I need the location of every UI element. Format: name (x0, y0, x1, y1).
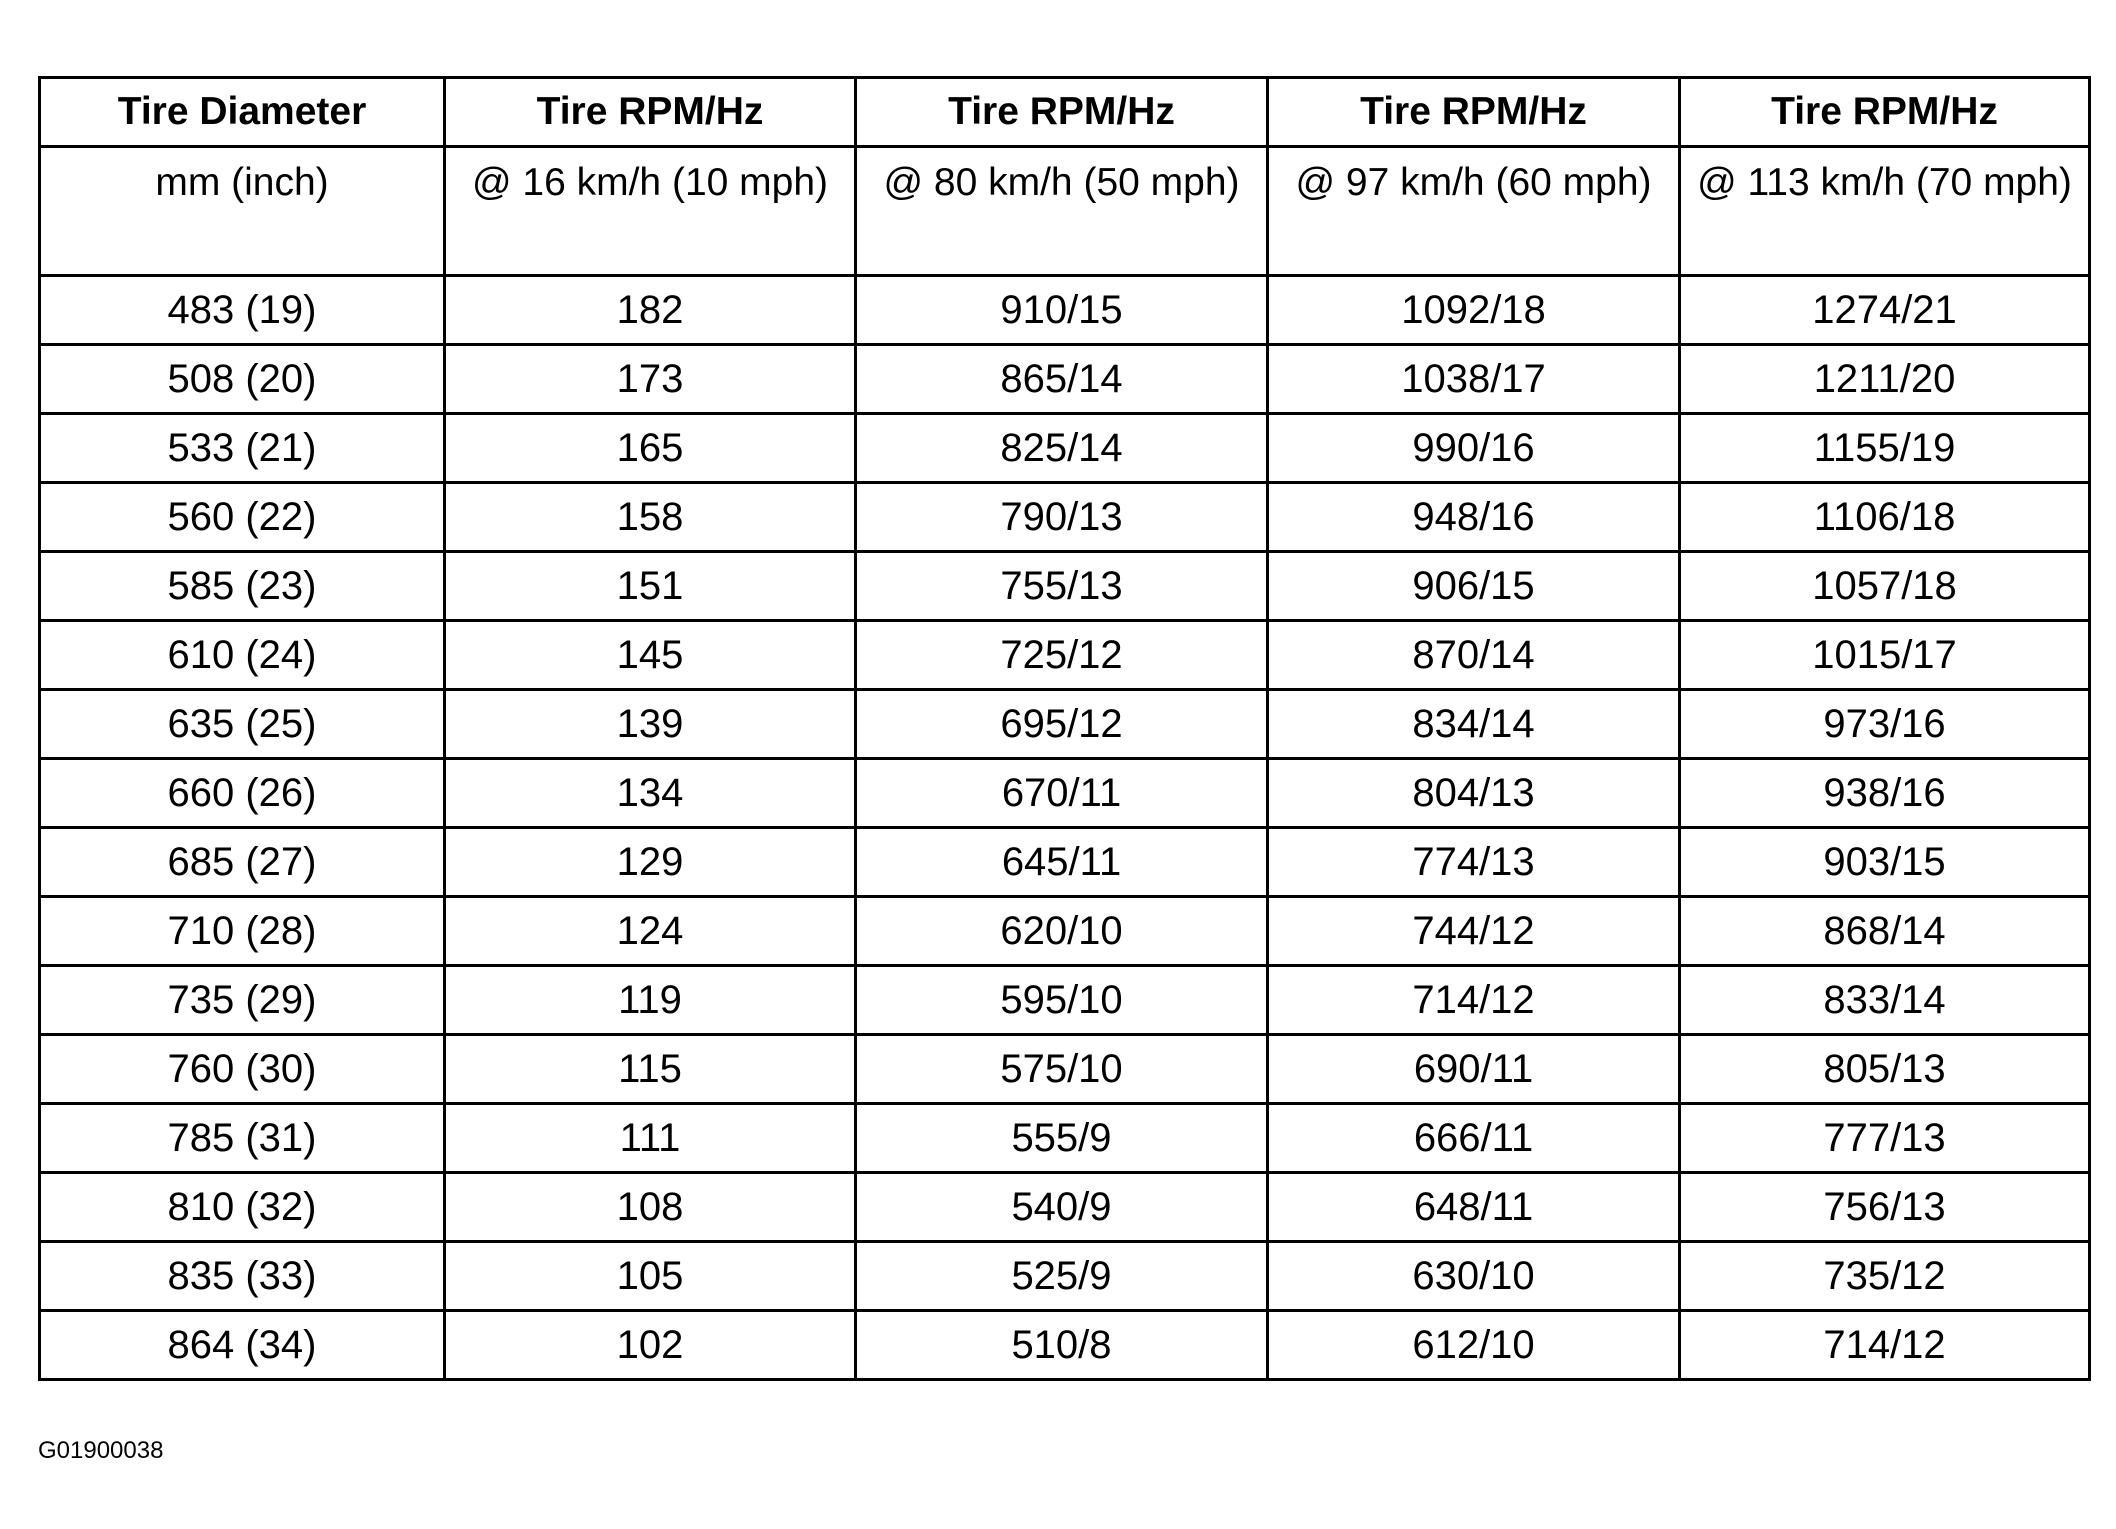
header-title-cell: Tire Diameter (40, 78, 445, 147)
table-cell: 756/13 (1680, 1173, 2090, 1242)
table-cell: 635 (25) (40, 690, 445, 759)
table-row (40, 828, 2090, 897)
table-cell: 810 (32) (40, 1173, 445, 1242)
table-cell: 690/11 (1268, 1035, 1680, 1104)
table-cell: 695/12 (856, 690, 1268, 759)
table-cell: 777/13 (1680, 1104, 2090, 1173)
table-cell: 1038/17 (1268, 345, 1680, 414)
table-cell: 124 (445, 897, 856, 966)
table-cell: 105 (445, 1242, 856, 1311)
table-cell: 744/12 (1268, 897, 1680, 966)
table-cell: 870/14 (1268, 621, 1680, 690)
table-cell: 864 (34) (40, 1311, 445, 1380)
table-cell: 805/13 (1680, 1035, 2090, 1104)
table-cell: 630/10 (1268, 1242, 1680, 1311)
table-cell: 483 (19) (40, 276, 445, 345)
table-cell: 129 (445, 828, 856, 897)
table-cell: 906/15 (1268, 552, 1680, 621)
table-cell: 134 (445, 759, 856, 828)
table-cell: 115 (445, 1035, 856, 1104)
table-cell: 760 (30) (40, 1035, 445, 1104)
table-cell: 111 (445, 1104, 856, 1173)
table-cell: 1092/18 (1268, 276, 1680, 345)
table-cell: 785 (31) (40, 1104, 445, 1173)
figure-id: G01900038 (38, 1437, 164, 1464)
table-cell: 508 (20) (40, 345, 445, 414)
table-row (40, 1104, 2090, 1173)
table-cell: 560 (22) (40, 483, 445, 552)
table-row (40, 966, 2090, 1035)
table-cell: 714/12 (1680, 1311, 2090, 1380)
table-cell: 165 (445, 414, 856, 483)
table-row (40, 1311, 2090, 1380)
table-cell: 825/14 (856, 414, 1268, 483)
table-cell: 714/12 (1268, 966, 1680, 1035)
table-cell: 173 (445, 345, 856, 414)
table-cell: 1155/19 (1680, 414, 2090, 483)
table-cell: 670/11 (856, 759, 1268, 828)
table-cell: 1274/21 (1680, 276, 2090, 345)
table-cell: 833/14 (1680, 966, 2090, 1035)
table-cell: 834/14 (1268, 690, 1680, 759)
header-title-row (40, 78, 2090, 147)
table-row (40, 345, 2090, 414)
table-cell: 540/9 (856, 1173, 1268, 1242)
header-title-cell: Tire RPM/Hz (1268, 78, 1680, 147)
table-cell: 612/10 (1268, 1311, 1680, 1380)
header-title-cell: Tire RPM/Hz (856, 78, 1268, 147)
header-unit-cell: @ 97 km/h (60 mph) (1268, 147, 1680, 276)
table-cell: 1057/18 (1680, 552, 2090, 621)
header-unit-row (40, 147, 2090, 276)
table-cell: 182 (445, 276, 856, 345)
table-cell: 525/9 (856, 1242, 1268, 1311)
table-cell: 648/11 (1268, 1173, 1680, 1242)
table-cell: 1106/18 (1680, 483, 2090, 552)
table-cell: 735 (29) (40, 966, 445, 1035)
table-row (40, 690, 2090, 759)
table-cell: 555/9 (856, 1104, 1268, 1173)
header-unit-cell: @ 16 km/h (10 mph) (445, 147, 856, 276)
header-unit-cell: mm (inch) (40, 147, 445, 276)
table-cell: 1211/20 (1680, 345, 2090, 414)
table-row (40, 1035, 2090, 1104)
table-body (40, 276, 2090, 1380)
table-cell: 610 (24) (40, 621, 445, 690)
table-cell: 804/13 (1268, 759, 1680, 828)
table-cell: 710 (28) (40, 897, 445, 966)
table-row (40, 414, 2090, 483)
table-row (40, 276, 2090, 345)
table-cell: 735/12 (1680, 1242, 2090, 1311)
table-cell: 790/13 (856, 483, 1268, 552)
table-cell: 865/14 (856, 345, 1268, 414)
table-cell: 108 (445, 1173, 856, 1242)
table-cell: 1015/17 (1680, 621, 2090, 690)
table-cell: 585 (23) (40, 552, 445, 621)
table-cell: 990/16 (1268, 414, 1680, 483)
table-cell: 973/16 (1680, 690, 2090, 759)
header-title-cell: Tire RPM/Hz (1680, 78, 2090, 147)
tire-rpm-table (38, 76, 2091, 1381)
table-cell: 145 (445, 621, 856, 690)
table-row (40, 1242, 2090, 1311)
table-cell: 510/8 (856, 1311, 1268, 1380)
table-cell: 938/16 (1680, 759, 2090, 828)
table-cell: 903/15 (1680, 828, 2090, 897)
table-cell: 158 (445, 483, 856, 552)
header-title-cell: Tire RPM/Hz (445, 78, 856, 147)
table-row (40, 759, 2090, 828)
table-cell: 620/10 (856, 897, 1268, 966)
table-cell: 774/13 (1268, 828, 1680, 897)
table-cell: 755/13 (856, 552, 1268, 621)
table-cell: 595/10 (856, 966, 1268, 1035)
table-cell: 660 (26) (40, 759, 445, 828)
table-row (40, 621, 2090, 690)
table-cell: 139 (445, 690, 856, 759)
table-row (40, 897, 2090, 966)
table-cell: 102 (445, 1311, 856, 1380)
table-cell: 666/11 (1268, 1104, 1680, 1173)
header-unit-cell: @ 113 km/h (70 mph) (1680, 147, 2090, 276)
table-cell: 575/10 (856, 1035, 1268, 1104)
header-unit-cell: @ 80 km/h (50 mph) (856, 147, 1268, 276)
table-row (40, 483, 2090, 552)
table-cell: 151 (445, 552, 856, 621)
table-cell: 948/16 (1268, 483, 1680, 552)
table-cell: 725/12 (856, 621, 1268, 690)
table-cell: 533 (21) (40, 414, 445, 483)
table-cell: 868/14 (1680, 897, 2090, 966)
table-cell: 685 (27) (40, 828, 445, 897)
table-cell: 910/15 (856, 276, 1268, 345)
table-cell: 835 (33) (40, 1242, 445, 1311)
table-row (40, 552, 2090, 621)
table-row (40, 1173, 2090, 1242)
table-cell: 645/11 (856, 828, 1268, 897)
table-cell: 119 (445, 966, 856, 1035)
